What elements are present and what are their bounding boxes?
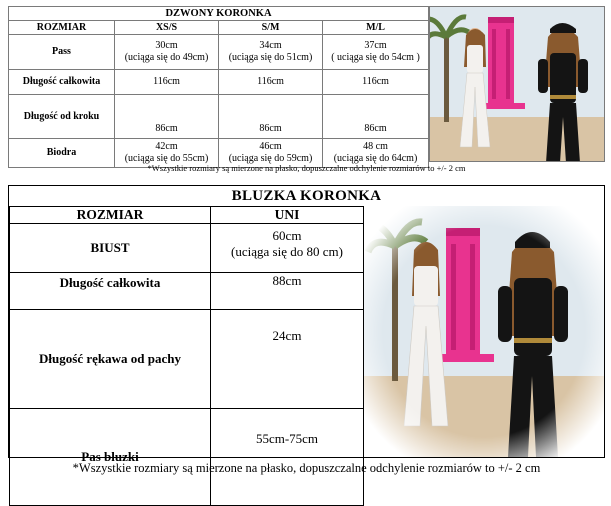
cell-value: 86cm xyxy=(323,95,429,139)
blouse-table-title: BLUZKA KORONKA xyxy=(9,186,604,207)
table-row xyxy=(9,95,429,139)
header-size: ROZMIAR xyxy=(9,21,115,35)
cell-value: 37cm ( uciąga się do 54cm ) xyxy=(323,35,429,70)
table-row xyxy=(10,310,364,409)
row-label-bust: BIUST xyxy=(10,224,211,273)
pants-table-title: DZWONY KORONKA xyxy=(9,7,429,21)
product-photo-illustration xyxy=(430,7,605,162)
pants-footnote: *Wszystkie rozmiary są mierzone na płasko, dopuszczalne odchylenie rozmiarów to +/- 2 cm xyxy=(147,163,466,173)
cell-value: 24cm xyxy=(211,310,364,409)
header-s-m: S/M xyxy=(219,21,323,35)
row-label-sleeve-length: Długość rękawa od pachy xyxy=(10,310,211,409)
cell-value: 30cm (uciąga się do 49cm) xyxy=(115,35,219,70)
table-row xyxy=(9,70,429,95)
cell-value: 86cm xyxy=(219,95,323,139)
pants-size-section xyxy=(8,6,605,162)
row-label-pass: Pass xyxy=(9,35,115,70)
table-row xyxy=(10,409,364,506)
row-label-total-length: Długość całkowita xyxy=(9,70,115,95)
product-photo-illustration xyxy=(364,206,604,457)
pants-size-table xyxy=(8,6,429,168)
row-label-total-length: Długość całkowita xyxy=(10,273,211,310)
header-m-l: M/L xyxy=(323,21,429,35)
blouse-size-section xyxy=(8,185,605,464)
cell-value: 46cm (uciąga się do 59cm) xyxy=(219,139,323,168)
cell-value: 86cm xyxy=(115,95,219,139)
header-uni: UNI xyxy=(211,207,364,224)
cell-value: 116cm xyxy=(115,70,219,95)
cell-value: 60cm (uciąga się do 80 cm) xyxy=(211,224,364,273)
cell-value: 34cm (uciąga się do 51cm) xyxy=(219,35,323,70)
product-photo xyxy=(429,6,605,162)
table-row xyxy=(9,35,429,70)
blouse-footnote: *Wszystkie rozmiary są mierzone na płasko, dopuszczalne odchylenie rozmiarów to +/- 2 cm xyxy=(72,461,541,475)
header-size: ROZMIAR xyxy=(10,207,211,224)
cell-value: 88cm xyxy=(211,273,364,310)
header-xs-s: XS/S xyxy=(115,21,219,35)
product-photo xyxy=(364,206,604,457)
row-label-inseam: Długość od kroku xyxy=(9,95,115,139)
row-label-hips: Biodra xyxy=(9,139,115,168)
row-label-waist: Pas bluzki xyxy=(10,409,211,506)
cell-value: 48 cm (uciąga się do 64cm) xyxy=(323,139,429,168)
cell-value: 42cm (uciąga się do 55cm) xyxy=(115,139,219,168)
table-row xyxy=(10,224,364,273)
cell-value: 116cm xyxy=(219,70,323,95)
table-row xyxy=(10,273,364,310)
cell-value: 116cm xyxy=(323,70,429,95)
cell-value: 55cm-75cm xyxy=(211,409,364,506)
